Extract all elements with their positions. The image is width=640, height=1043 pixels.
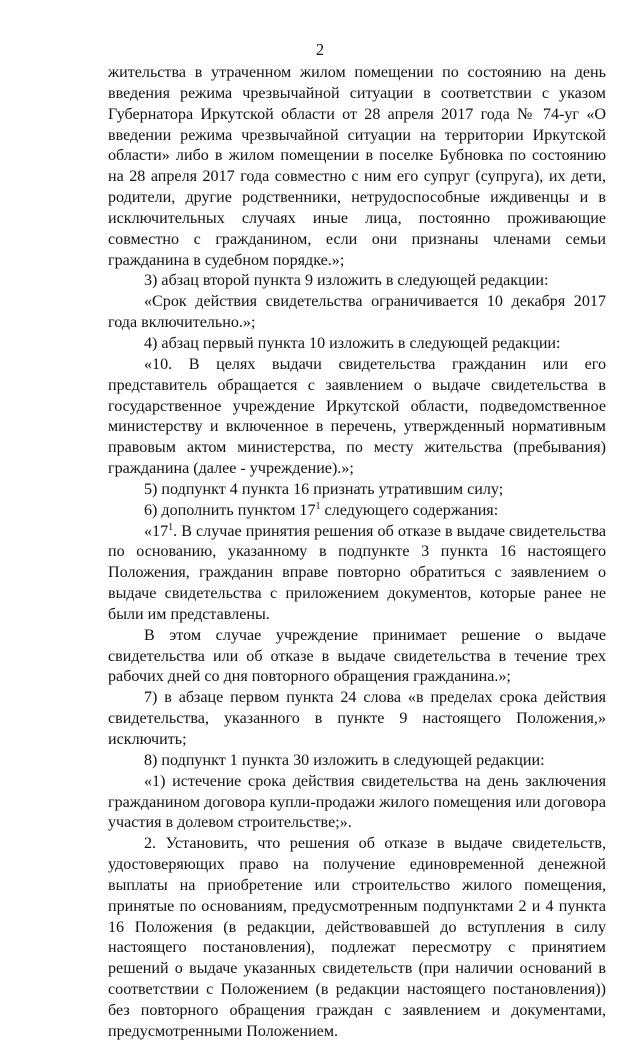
paragraph-institution-decision: В этом случае учреждение принимает решение о выдаче свидетельства или об отказе в выдаче свидетельства в течение трех рабочих дней со дня повторного обращения гражданина.»; bbox=[108, 626, 606, 686]
paragraph-item-8: 8) подпункт 1 пункта 30 изложить в следующей редакции: bbox=[144, 751, 545, 769]
paragraph-item-4: 4) абзац первый пункта 10 изложить в следующей редакции: bbox=[144, 334, 561, 352]
paragraph-section-2: 2. Установить, что решения об отказе в выдаче свидетельств, удостоверяющих право на получение единовременной денежной выплаты на приобретение или строительство жилого помещения, принятые по основаниям, предусмотренным подпунктами 2 и 4 пункта 16 Положения (в редакции, действовавшей до вступления в силу настоящего постановления), подлежат пересмотру с принятием решений о выдаче указанных свидетельств (при наличии оснований в соответствии с Положением (в редакции настоящего постановления)) без повторного обращения граждан с заявлением и документами, предусмотренными Положением. bbox=[108, 835, 606, 1040]
paragraph-item-6 bbox=[108, 501, 606, 522]
paragraph-clause-17-1 bbox=[108, 522, 606, 626]
paragraph-subclause-1: «1) истечение срока действия свидетельства на день заключения гражданином договора купли-продажи жилого помещения или договора участия в долевом строительстве;». bbox=[108, 772, 606, 832]
paragraph-clause-10: «10. В целях выдачи свидетельства гражданин или его представитель обращается с заявлением о выдаче свидетельства в государственное учреждение Иркутской области, подведомственное министерству и включенное в перечень, утвержденный нормативным правовым актом министерства, по месту жительства (пребывания) гражданина (далее - учреждение).»; bbox=[108, 355, 606, 478]
item-6-text-start: 6) дополнить пунктом 17 bbox=[144, 501, 316, 519]
paragraph-residence-continuation: жительства в утраченном жилом помещении по состоянию на день введения режима чрезвычайной ситуации в соответствии с указом Губернатора Иркутской области от 28 апреля 2017 года № 74-уг «О введении режима чрезвычайной ситуации на территории Иркутской области» либо в жилом помещении в поселке Бубновка по состоянию на 28 апреля 2017 года совместно с ним его супруг (супруга), их дети, родители, другие родственники, нетрудоспособные иждивенцы и в исключительных случаях иные лица, постоянно проживающие совместно с гражданином, если они признаны членами семьи гражданина в судебном порядке.»; bbox=[108, 64, 606, 269]
clause-17-1-number: «17 bbox=[144, 522, 169, 540]
superscript-index: 1 bbox=[168, 521, 174, 533]
page-number: 2 bbox=[315, 40, 325, 59]
paragraph-validity-term: «Срок действия свидетельства ограничивается 10 декабря 2017 года включительно.»; bbox=[108, 293, 606, 332]
paragraph-item-3: 3) абзац второй пункта 9 изложить в следующей редакции: bbox=[144, 272, 549, 290]
clause-17-1-text: . В случае принятия решения об отказе в выдаче свидетельства по основанию, указанному в подпункте 3 пункта 16 настоящего Положения, гражданин вправе повторно обратиться с заявлением о выдаче свидетельства с приложением документов, которые ранее не были им представлены. bbox=[108, 522, 606, 623]
item-6-text-end: следующего содержания: bbox=[320, 501, 499, 519]
superscript-index: 1 bbox=[315, 500, 321, 512]
paragraph-item-7: 7) в абзаце первом пункта 24 слова «в пределах срока действия свидетельства, указанного в пункте 9 настоящего Положения,» исключить; bbox=[108, 689, 606, 748]
paragraph-item-5: 5) подпункт 4 пункта 16 признать утратившим силу; bbox=[144, 480, 504, 498]
document-body bbox=[108, 63, 606, 1043]
